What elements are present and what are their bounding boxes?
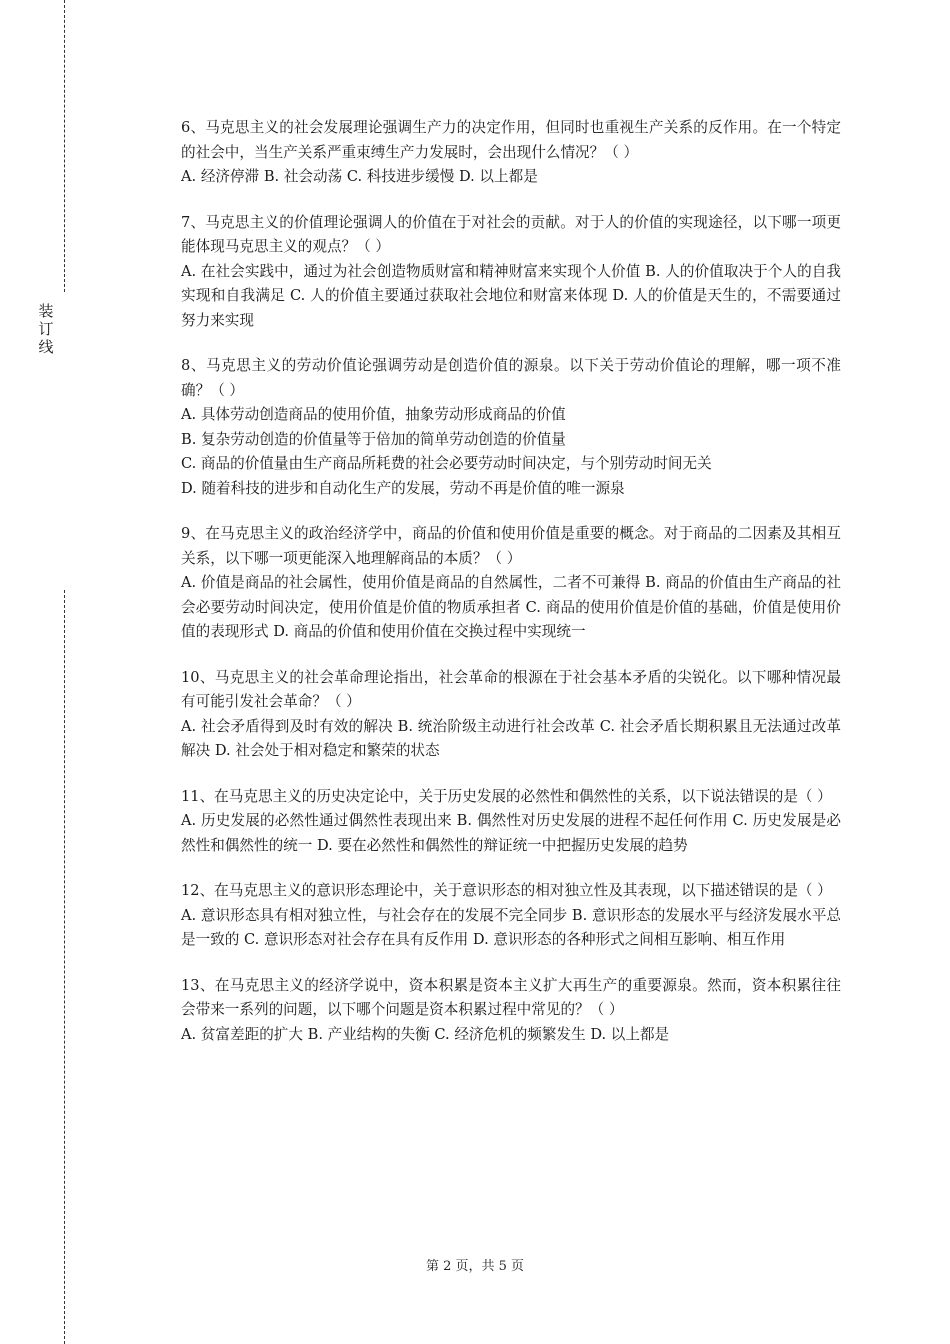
- question-stem: 10、马克思主义的社会革命理论指出，社会革命的根源在于社会基本矛盾的尖锐化。以下哪种情况最有可能引发社会革命？（ ）: [181, 668, 841, 710]
- question-10: [181, 666, 841, 764]
- option-a: A. 具体劳动创造商品的使用价值，抽象劳动形成商品的价值: [181, 406, 566, 423]
- question-7: [181, 211, 841, 334]
- question-options: A. 在社会实践中，通过为社会创造物质财富和精神财富来实现个人价值 B. 人的价值取决于个人的自我实现和自我满足 C. 人的价值主要通过获取社会地位和财富来体现 D. 人的价值是天生的，不需要通过努力来实现: [181, 262, 841, 329]
- question-stem: 8、马克思主义的劳动价值论强调劳动是创造价值的源泉。以下关于劳动价值论的理解，哪一项不准确？（ ）: [181, 357, 841, 399]
- question-12: [181, 879, 841, 953]
- question-options: A. 价值是商品的社会属性，使用价值是商品的自然属性，二者不可兼得 B. 商品的价值由生产商品的社会必要劳动时间决定，使用价值是价值的物质承担者 C. 商品的使用价值是价值的基础，价值是使用价值的表现形式 D. 商品的价值和使用价值在交换过程中实现统一: [181, 574, 841, 640]
- question-options: [181, 403, 841, 501]
- question-stem: 9、在马克思主义的政治经济学中，商品的价值和使用价值是重要的概念。对于商品的二因素及其相互关系，以下哪一项更能深入地理解商品的本质？（ ）: [181, 525, 841, 567]
- binding-label-char: 装: [38, 302, 54, 320]
- question-6: [181, 116, 841, 190]
- binding-line-bottom: [64, 590, 65, 1344]
- question-options: A. 经济停滞 B. 社会动荡 C. 科技进步缓慢 D. 以上都是: [181, 168, 538, 185]
- question-stem: 7、马克思主义的价值理论强调人的价值在于对社会的贡献。对于人的价值的实现途径，以下哪一项更能体现马克思主义的观点？（ ）: [181, 213, 841, 255]
- question-stem: 6、马克思主义的社会发展理论强调生产力的决定作用，但同时也重视生产关系的反作用。在一个特定的社会中，当生产关系严重束缚生产力发展时，会出现什么情况？（ ）: [181, 119, 841, 161]
- question-11: [181, 785, 841, 859]
- binding-label-char: 线: [38, 338, 54, 356]
- question-9: [181, 522, 841, 645]
- question-options: A. 历史发展的必然性通过偶然性表现出来 B. 偶然性对历史发展的进程不起任何作用 C. 历史发展是必然性和偶然性的统一 D. 要在必然性和偶然性的辩证统一中把握历史发展的趋势: [181, 812, 841, 854]
- question-stem: 13、在马克思主义的经济学说中，资本积累是资本主义扩大再生产的重要源泉。然而，资本积累往往会带来一系列的问题，以下哪个问题是资本积累过程中常见的？（ ）: [181, 976, 841, 1018]
- question-stem: 12、在马克思主义的意识形态理论中，关于意识形态的相对独立性及其表现，以下描述错误的是（ ）: [181, 882, 832, 899]
- question-options: A. 社会矛盾得到及时有效的解决 B. 统治阶级主动进行社会改革 C. 社会矛盾长期积累且无法通过改革解决 D. 社会处于相对稳定和繁荣的状态: [181, 717, 841, 759]
- binding-line-label: [36, 302, 56, 356]
- question-stem: 11、在马克思主义的历史决定论中，关于历史发展的必然性和偶然性的关系，以下说法错误的是（ ）: [181, 787, 832, 805]
- page-number-footer: 第 2 页，共 5 页: [425, 1259, 525, 1274]
- question-options: A. 意识形态具有相对独立性，与社会存在的发展不完全同步 B. 意识形态的发展水平与经济发展水平总是一致的 C. 意识形态对社会存在具有反作用 D. 意识形态的各种形式之间相互影响、相互作用: [181, 906, 841, 948]
- question-options: A. 贫富差距的扩大 B. 产业结构的失衡 C. 经济危机的频繁发生 D. 以上都是: [181, 1025, 670, 1043]
- binding-line-top: [64, 0, 65, 292]
- question-13: [181, 974, 841, 1048]
- question-list: [181, 116, 841, 1068]
- binding-label-char: 订: [38, 320, 54, 338]
- option-b: B. 复杂劳动创造的价值量等于倍加的简单劳动创造的价值量: [181, 430, 566, 448]
- option-d: D. 随着科技的进步和自动化生产的发展，劳动不再是价值的唯一源泉: [181, 479, 625, 497]
- question-8: [181, 354, 841, 501]
- option-c: C. 商品的价值量由生产商品所耗费的社会必要劳动时间决定，与个别劳动时间无关: [181, 455, 712, 472]
